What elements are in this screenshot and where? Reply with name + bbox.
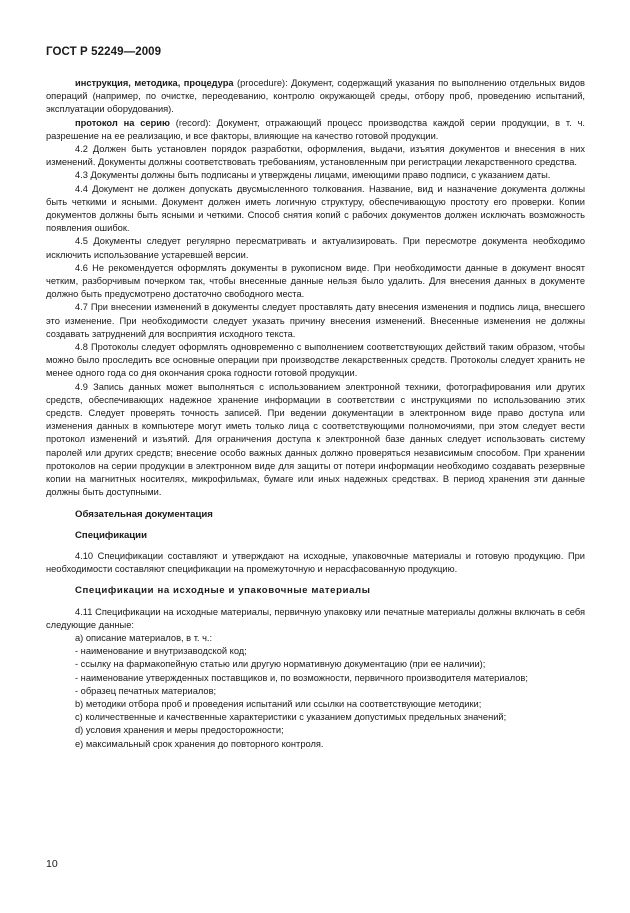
definition-procedure [46,77,585,117]
clause-4-5: 4.5 Документы следует регулярно пересматривать и актуализировать. При пересмотре документа необходимо исключить использование устаревшей версии. [46,236,585,260]
term-procedure: инструкция, методика, процедура [75,78,234,88]
list-item-a2: - ссылку на фармакопейную статью или другую нормативную документацию (при ее наличии); [75,659,486,670]
document-body [46,77,585,751]
list-item-a: а) описание материалов, в т. ч.: [75,632,213,643]
clause-4-6: 4.6 Не рекомендуется оформлять документы в рукописном виде. При необходимости данные в документ вносят четким, разборчивым почерком так, чтобы внесенные данные нельзя было удалить. Для внесения данных в документе должно быть предусмотрено достаточно свободного места. [46,262,585,300]
heading-mandatory-documentation: Обязательная документация [75,508,213,520]
list-item-d: d) условия хранения и меры предосторожности; [75,725,284,736]
clause-4-7: 4.7 При внесении изменений в документы следует проставлять дату внесения изменения и подпись лица, внесшего это изменение. При необходимости следует указать причину внесения изменений. Внесенные изменения не должны создавать затруднений для восприятия исходного текста. [46,302,585,339]
definition-record-text: (record): Документ, отражающий процесс производства каждой серии продукции, в т. ч. разрешение на ее реализацию, и все факторы, влияющие на качество готовой продукции. [46,117,585,141]
clause-4-9: 4.9 Запись данных может выполняться с использованием электронной техники, фотографирования или других средств, обеспечивающих надежное хранение информации в соответствии с инструкциями по использованию этих средств. Следует проверять точность записей. При ведении документации в электронном виде право доступа или изменения данных в компьютере могут иметь только лица с соответствующими полномочиями, при этом следует вести протокол изменений и изъятий. Для ограничения доступа к электронной базе данных следует использовать систему паролей или других средств; внесение особо важных данных должно проверяться независимым способом. При хранении протоколов на серии продукции в электронном виде для защиты от потери информации необходимо создавать резервные копии на магнитных носителях, микрофильмах, бумаге или иных надежных средствах. В период хранения эти данные должны быть доступными. [46,381,585,498]
standard-header: ГОСТ Р 52249—2009 [46,46,162,58]
clause-4-10: 4.10 Спецификации составляют и утверждают на исходные, упаковочные материалы и готовую продукцию. При необходимости составляют спецификации на промежуточную и нерасфасованную продукцию. [46,550,585,575]
heading-specifications: Спецификации [75,529,147,541]
clause-4-4: 4.4 Документ не должен допускать двусмысленного толкования. Название, вид и назначение документа должны быть четкими и ясными. Документ должен иметь логичную структуру, обеспечивающую простоту его проверки. Копии документов должны быть ясными и четкими. Способ снятия копий с рабочих документов должен исключать возможность появления ошибок. [46,183,585,234]
list-item-c: c) количественные и качественные характеристики с указанием допустимых предельных значений; [75,712,507,723]
list-item-e: е) максимальный срок хранения до повторного контроля. [75,738,324,749]
term-record: протокол на серию [75,117,170,128]
list-item-a1: - наименование и внутризаводской код; [75,646,247,657]
page-number: 10 [46,858,58,870]
clause-4-3: 4.3 Документы должны быть подписаны и утверждены лицами, имеющими право подписи, с указанием даты. [75,170,551,181]
definition-procedure-text: (procedure): Документ, содержащий указания по выполнению отдельных видов операций (например, по очистке, переодеванию, контролю окружающей среды, отбору проб, проведению испытаний, эксплуатации оборудования). [46,78,585,115]
clause-4-8: 4.8 Протоколы следует оформлять одновременно с выполнением соответствующих действий таким образом, чтобы можно было проследить все основные операции при производстве лекарственных средств. Протоколы следует хранить не менее одного года со дня окончания срока годности готовой продукции. [46,342,585,379]
clause-4-11: 4.11 Спецификации на исходные материалы, первичную упаковку или печатные материалы должны включать в себя следующие данные: [46,606,585,630]
list-item-b: b) методики отбора проб и проведения испытаний или ссылки на соответствующие методики; [75,698,482,709]
list-item-a3: - наименование утвержденных поставщиков и, по возможности, первичного производителя материалов; [75,672,528,683]
clause-4-2: 4.2 Должен быть установлен порядок разработки, оформления, выдачи, изъятия документов и внесения в них изменений. Документы должны соответствовать требованиям, установленным при регистрации лекарственного средства. [46,144,585,168]
heading-raw-materials-specs: Спецификации на исходные и упаковочные материалы [75,585,371,597]
list-item-a4: - образец печатных материалов; [75,685,217,696]
definition-record [46,117,585,143]
